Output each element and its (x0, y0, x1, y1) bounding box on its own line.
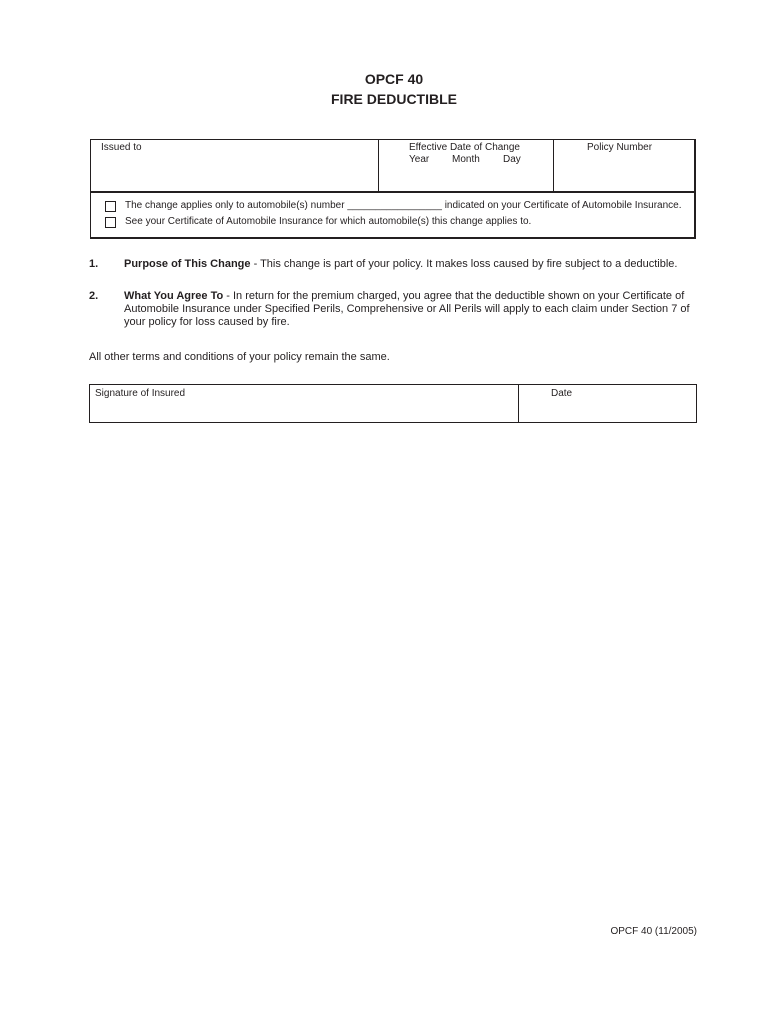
checkbox-label: The change applies only to automobile(s) number _________________ indicated on your Certificate of Automobile Insurance. (125, 200, 682, 211)
month-label: Month (452, 154, 480, 165)
form-title: FIRE DEDUCTIBLE (331, 91, 457, 107)
date-field[interactable] (519, 385, 696, 422)
effective-date-label: Effective Date of Change (409, 142, 520, 153)
see-certificate-checkbox[interactable] (105, 217, 116, 228)
automobile-number-blank[interactable]: _________________ (347, 200, 442, 211)
section-body (124, 290, 699, 329)
policy-number-field[interactable] (554, 140, 694, 191)
issued-to-label: Issued to (101, 142, 142, 153)
policy-info-table (90, 139, 696, 239)
signature-table (89, 384, 697, 423)
signature-field[interactable] (90, 385, 519, 422)
form-identifier: OPCF 40 (11/2005) (610, 926, 697, 937)
policy-number-label: Policy Number (587, 142, 653, 153)
issued-to-field[interactable] (91, 140, 379, 191)
policy-info-header-row (91, 140, 694, 193)
section-heading: What You Agree To (124, 290, 224, 302)
checkbox-label: See your Certificate of Automobile Insurance for which automobile(s) this change applies to. (125, 216, 532, 227)
date-label: Date (551, 388, 573, 399)
section-text: - This change is part of your policy. It makes loss caused by fire subject to a deductible. (250, 258, 678, 270)
form-code-title: OPCF 40 (364, 71, 424, 87)
specific-automobile-checkbox[interactable] (105, 201, 116, 212)
closing-statement: All other terms and conditions of your policy remain the same. (89, 351, 390, 363)
section-heading: Purpose of This Change (124, 258, 251, 270)
signature-label: Signature of Insured (95, 388, 186, 399)
section-number: 1. (89, 258, 99, 270)
day-label: Day (503, 154, 521, 165)
section-body (124, 258, 699, 271)
effective-date-field[interactable] (378, 140, 554, 191)
year-label: Year (409, 154, 430, 165)
section-text: - In return for the premium charged, you agree that the deductible shown on your Certificate of Automobile Insurance under Specified Perils, Comprehensive or All Perils will apply to each claim under Section 7 of your policy for loss caused by fire. (124, 290, 690, 328)
section-number: 2. (89, 290, 99, 302)
